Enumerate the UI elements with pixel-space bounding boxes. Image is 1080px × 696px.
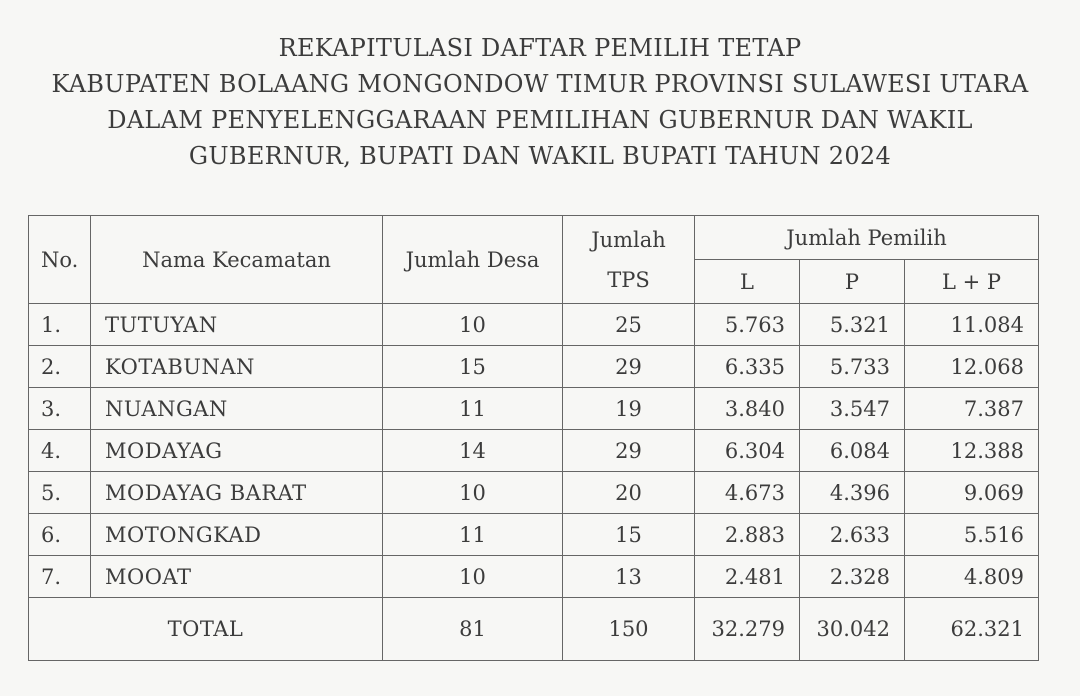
header-lp: L + P [905,260,1039,304]
row-desa: 10 [383,304,563,346]
table-row [29,430,1039,472]
row-l: 5.763 [695,304,800,346]
row-tps: 29 [563,430,695,472]
row-no: 6. [29,514,91,556]
header-row [29,216,1039,260]
row-p: 5.321 [800,304,905,346]
row-no: 2. [29,346,91,388]
row-desa: 14 [383,430,563,472]
total-tps: 150 [563,598,695,661]
header-jumlah-tps-line2: TPS [607,267,650,292]
header-no: No. [29,216,91,304]
header-jumlah-desa: Jumlah Desa [383,216,563,304]
row-desa: 10 [383,556,563,598]
row-p: 3.547 [800,388,905,430]
row-lp: 4.809 [905,556,1039,598]
row-l: 6.335 [695,346,800,388]
row-l: 4.673 [695,472,800,514]
row-tps: 29 [563,346,695,388]
row-p: 2.633 [800,514,905,556]
row-desa: 11 [383,514,563,556]
title-line-1: REKAPITULASI DAFTAR PEMILIH TETAP [278,34,802,62]
title-line-3: DALAM PENYELENGGARAAN PEMILIHAN GUBERNUR DAN WAKIL [107,106,973,134]
header-jumlah-pemilih: Jumlah Pemilih [695,216,1039,260]
row-l: 2.883 [695,514,800,556]
row-l: 3.840 [695,388,800,430]
row-tps: 25 [563,304,695,346]
row-no: 7. [29,556,91,598]
row-p: 5.733 [800,346,905,388]
row-kecamatan: TUTUYAN [91,304,383,346]
total-p: 30.042 [800,598,905,661]
row-lp: 9.069 [905,472,1039,514]
row-kecamatan: KOTABUNAN [91,346,383,388]
title-line-4: GUBERNUR, BUPATI DAN WAKIL BUPATI TAHUN 2024 [188,142,892,170]
total-desa: 81 [383,598,563,661]
table-row [29,346,1039,388]
row-tps: 19 [563,388,695,430]
document-title [0,30,1080,174]
row-kecamatan: MODAYAG BARAT [91,472,383,514]
row-p: 6.084 [800,430,905,472]
total-l: 32.279 [695,598,800,661]
row-l: 2.481 [695,556,800,598]
total-row [29,598,1039,661]
row-lp: 11.084 [905,304,1039,346]
voter-recap-table [28,215,1039,661]
table-row [29,304,1039,346]
row-kecamatan: NUANGAN [91,388,383,430]
row-kecamatan: MODAYAG [91,430,383,472]
header-nama-kecamatan: Nama Kecamatan [91,216,383,304]
row-tps: 20 [563,472,695,514]
row-desa: 11 [383,388,563,430]
row-lp: 5.516 [905,514,1039,556]
row-p: 2.328 [800,556,905,598]
row-no: 5. [29,472,91,514]
table-row [29,388,1039,430]
row-kecamatan: MOTONGKAD [91,514,383,556]
row-desa: 15 [383,346,563,388]
title-line-2: KABUPATEN BOLAANG MONGONDOW TIMUR PROVINSI SULAWESI UTARA [51,70,1029,98]
row-lp: 7.387 [905,388,1039,430]
header-jumlah-tps [563,216,695,304]
row-tps: 13 [563,556,695,598]
total-label: TOTAL [29,598,383,661]
total-lp: 62.321 [905,598,1039,661]
header-l: L [695,260,800,304]
row-desa: 10 [383,472,563,514]
header-p: P [800,260,905,304]
row-lp: 12.388 [905,430,1039,472]
row-p: 4.396 [800,472,905,514]
header-jumlah-tps-line1: Jumlah [591,227,666,252]
table-row [29,556,1039,598]
row-no: 3. [29,388,91,430]
row-no: 1. [29,304,91,346]
table-row [29,514,1039,556]
row-kecamatan: MOOAT [91,556,383,598]
table-row [29,472,1039,514]
row-no: 4. [29,430,91,472]
row-l: 6.304 [695,430,800,472]
row-tps: 15 [563,514,695,556]
row-lp: 12.068 [905,346,1039,388]
